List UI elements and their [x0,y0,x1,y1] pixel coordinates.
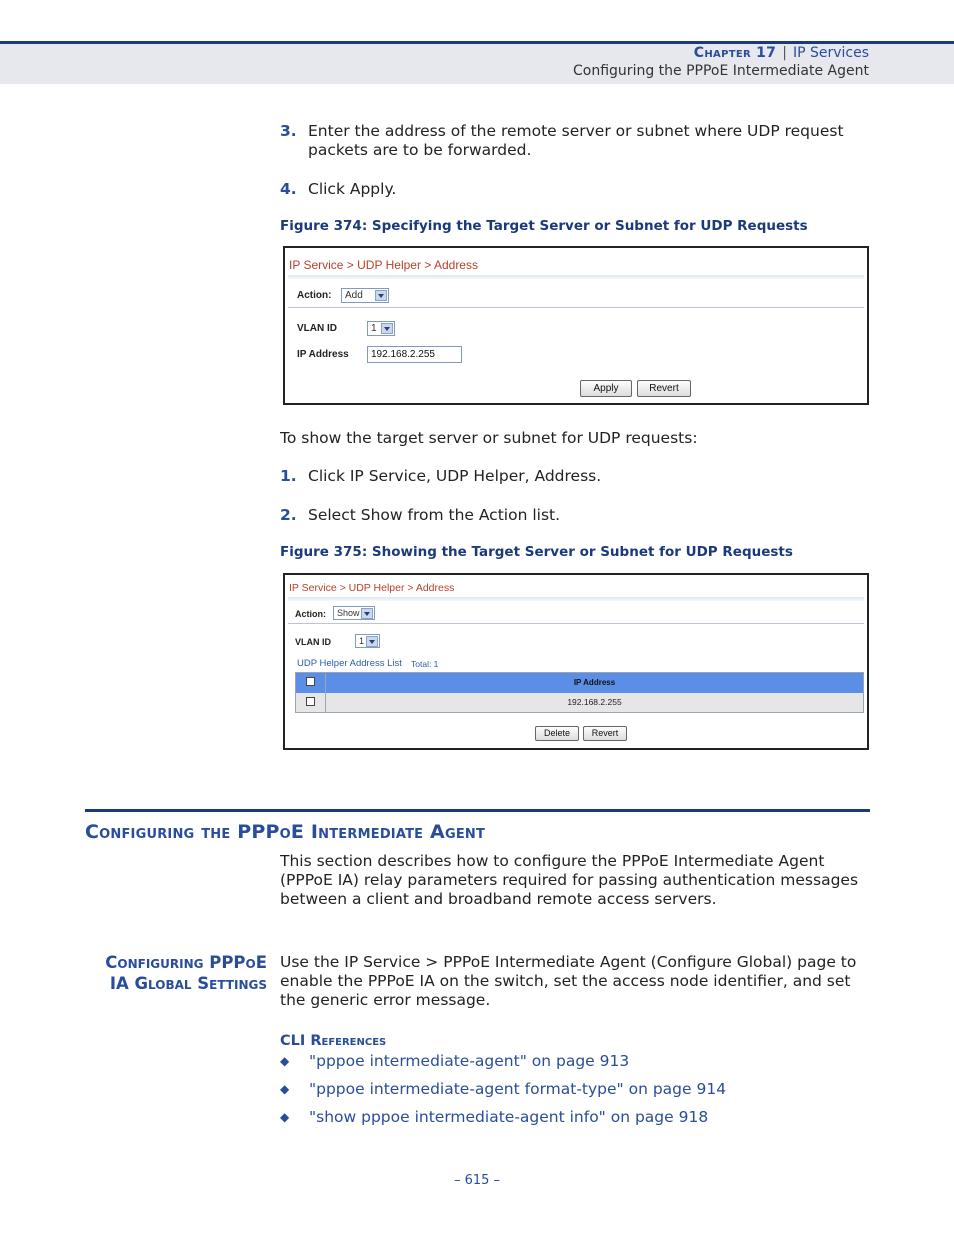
step-3 [280,122,870,162]
running-header-chapter [694,45,869,61]
header-separator: | [782,45,787,61]
list-title: UDP Helper Address List [297,658,402,669]
vlan-id-select[interactable] [367,321,395,336]
chapter-label: Chapter 17 [693,45,777,61]
cli-reference-link[interactable]: "pppoe intermediate-agent format-type" on page 914 [309,1080,727,1098]
vlan-id-value: 1 [371,323,377,334]
step-2 [280,506,870,526]
chevron-down-icon[interactable] [361,608,373,619]
vlan-id-label: VLAN ID [295,637,331,647]
diamond-bullet-icon: ◆ [280,1054,290,1068]
revert-button[interactable]: Revert [583,726,627,741]
action-label: Action: [297,290,332,301]
figure-374-caption: Figure 374: Specifying the Target Server or Subnet for UDP Requests [280,218,808,234]
subsection-title: Configuring PPPoE IA Global Settings [105,953,267,993]
address-table [295,672,864,713]
show-intro: To show the target server or subnet for UDP requests: [280,429,698,447]
apply-button[interactable]: Apply [580,380,632,397]
action-select[interactable] [341,288,389,303]
step-number: 4. [280,180,297,198]
delete-button[interactable]: Delete [535,726,579,741]
action-select[interactable] [333,606,375,620]
action-select-value: Add [345,290,363,301]
step-1 [280,467,870,487]
step-number: 2. [280,506,297,524]
ip-address-cell: 192.168.2.255 [567,697,622,707]
list-total: Total: 1 [411,659,439,669]
action-select-value: Show [337,608,360,618]
divider [288,623,864,624]
cli-reference-link[interactable]: "pppoe intermediate-agent" on page 913 [309,1052,630,1070]
figure-375-caption: Figure 375: Showing the Target Server or Subnet for UDP Requests [280,544,793,560]
step-text: Select Show from the Action list. [308,506,561,524]
chevron-down-icon[interactable] [366,636,378,647]
ip-address-label: IP Address [297,349,349,360]
step-text: Enter the address of the remote server or subnet where UDP request packets are to be forwarded. [308,122,844,159]
cli-references-heading: CLI References [280,1033,387,1049]
title-underline [288,275,864,279]
diamond-bullet-icon: ◆ [280,1082,290,1096]
vlan-id-value: 1 [359,636,365,646]
vlan-id-select[interactable] [355,634,380,648]
column-header-ip-address: IP Address [573,678,616,687]
step-text: Click Apply. [308,180,397,198]
select-all-checkbox[interactable] [306,677,315,686]
breadcrumb: IP Service > UDP Helper > Address [289,582,455,594]
title-underline [288,597,864,601]
table-row [296,693,863,712]
row-checkbox[interactable] [306,697,315,706]
revert-button[interactable]: Revert [637,380,691,397]
figure-375-screenshot [283,573,869,750]
chevron-down-icon[interactable] [381,323,393,334]
section-description: This section describes how to configure the PPPoE Intermediate Agent (PPPoE IA) relay parameters required for passing authentication messages between a client and broadband remote access servers. [280,852,859,908]
breadcrumb: IP Service > UDP Helper > Address [289,258,478,272]
chevron-down-icon[interactable] [375,290,387,301]
section-rule [85,809,870,812]
diamond-bullet-icon: ◆ [280,1110,290,1124]
table-header-row [296,673,863,693]
step-text: Click IP Service, UDP Helper, Address. [308,467,602,485]
running-header-subsection: Configuring the PPPoE Intermediate Agent [573,63,869,79]
step-number: 3. [280,122,297,140]
cli-reference-link[interactable]: "show pppoe intermediate-agent info" on page 918 [309,1108,709,1126]
section-title: Configuring the PPPoE Intermediate Agent [85,821,486,843]
ip-address-input[interactable]: 192.168.2.255 [367,346,462,363]
divider [288,307,864,308]
page-number: – 615 – [453,1173,501,1188]
action-label: Action: [295,609,326,619]
subsection-description: Use the IP Service > PPPoE Intermediate Agent (Configure Global) page to enable the PPPoE IA on the switch, set the access node identifier, and set the generic error message. [280,953,857,1009]
select-all-cell [296,673,326,693]
step-4 [280,180,870,200]
vlan-id-label: VLAN ID [297,323,337,334]
chapter-section: IP Services [792,45,869,61]
figure-374-screenshot [283,246,869,405]
row-select-cell [296,693,326,712]
step-number: 1. [280,467,297,485]
